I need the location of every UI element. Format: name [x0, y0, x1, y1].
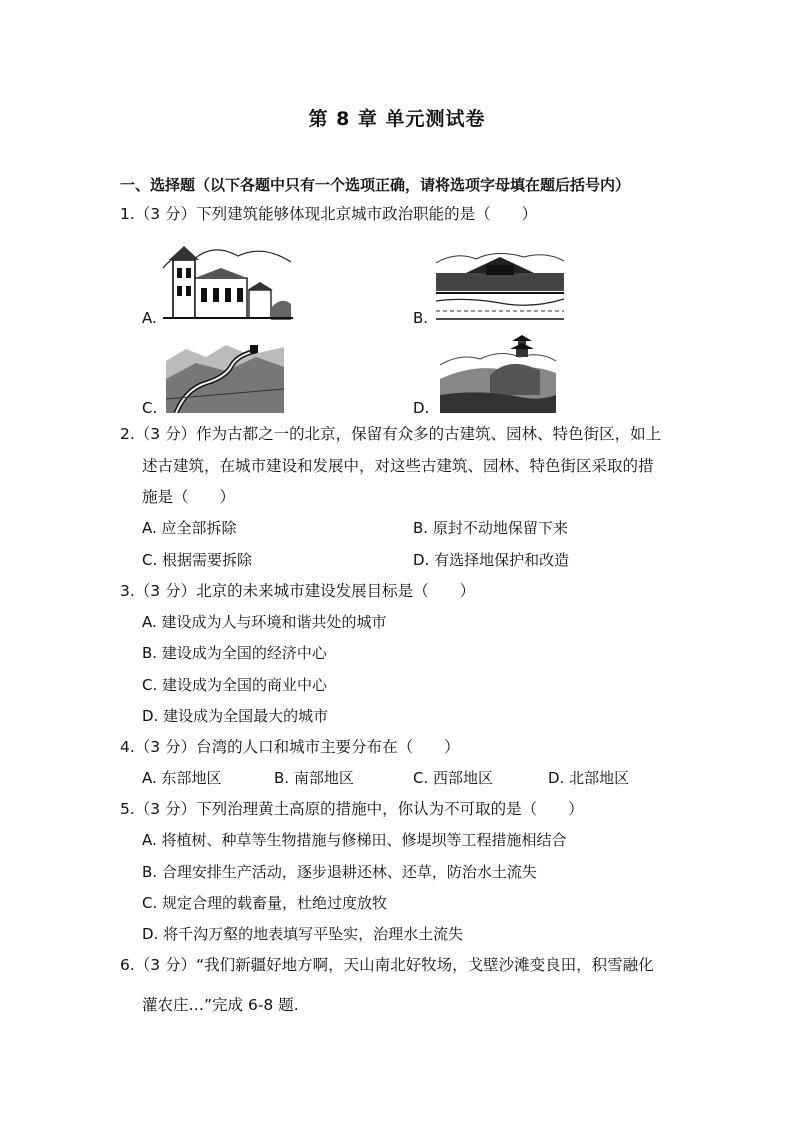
q1-label-b: B. — [413, 309, 429, 327]
q1-label-d: D. — [413, 399, 430, 417]
q3-option-a: A. 建设成为人与环境和谐共处的城市 — [142, 613, 387, 631]
q2-option-d: D. 有选择地保护和改造 — [413, 551, 570, 569]
question-6-line-1: 6.（3 分）“我们新疆好地方啊，天山南北好牧场，戈壁沙滩变良田，积雪融化 — [120, 956, 654, 974]
page-title: 第 8 章 单元测试卷 — [308, 108, 486, 130]
q3-option-d: D. 建设成为全国最大的城市 — [142, 707, 329, 725]
q2-option-b: B. 原封不动地保留下来 — [413, 519, 568, 537]
q1-image-c-great-wall — [166, 339, 284, 413]
question-3: 3.（3 分）北京的未来城市建设发展目标是（ ） — [120, 582, 476, 600]
q1-image-b-square — [436, 243, 564, 323]
q1-label-c: C. — [142, 399, 158, 417]
q3-option-b: B. 建设成为全国的经济中心 — [142, 644, 327, 662]
q5-option-d: D. 将千沟万壑的地表填写平坠实，治理水土流失 — [142, 925, 464, 943]
question-2-line-2: 述古建筑，在城市建设和发展中，对这些古建筑、园林、特色街区采取的措 — [142, 457, 654, 475]
q2-option-a: A. 应全部拆除 — [142, 519, 237, 537]
q1-image-d-pagoda — [440, 335, 556, 413]
question-6-line-2: 灌农庄…”完成 6-8 题. — [142, 996, 299, 1014]
q5-option-b: B. 合理安排生产活动，逐步退耕还林、还草，防治水土流失 — [142, 863, 537, 881]
q5-option-a: A. 将植树、种草等生物措施与修梯田、修堤坝等工程措施相结合 — [142, 831, 567, 849]
section-heading: 一、选择题（以下各题中只有一个选项正确，请将选项字母填在题后括号内） — [120, 176, 631, 194]
q4-option-c: C. 西部地区 — [413, 769, 494, 787]
q4-option-a: A. 东部地区 — [142, 769, 222, 787]
question-2-line-1: 2.（3 分）作为古都之一的北京，保留有众多的古建筑、园林、特色街区，如上 — [120, 425, 662, 443]
q4-option-d: D. 北部地区 — [548, 769, 630, 787]
question-4: 4.（3 分）台湾的人口和城市主要分布在（ ） — [120, 738, 460, 756]
question-2-line-3: 施是（ ） — [142, 488, 236, 506]
question-1: 1.（3 分）下列建筑能够体现北京城市政治职能的是（ ） — [120, 205, 538, 223]
q4-option-b: B. 南部地区 — [274, 769, 354, 787]
q1-image-a-building — [163, 238, 293, 324]
q2-option-c: C. 根据需要拆除 — [142, 551, 253, 569]
q5-option-c: C. 规定合理的载畜量，杜绝过度放牧 — [142, 894, 388, 912]
question-5: 5.（3 分）下列治理黄土高原的措施中，你认为不可取的是（ ） — [120, 800, 584, 818]
q3-option-c: C. 建设成为全国的商业中心 — [142, 676, 328, 694]
q1-label-a: A. — [142, 309, 157, 327]
